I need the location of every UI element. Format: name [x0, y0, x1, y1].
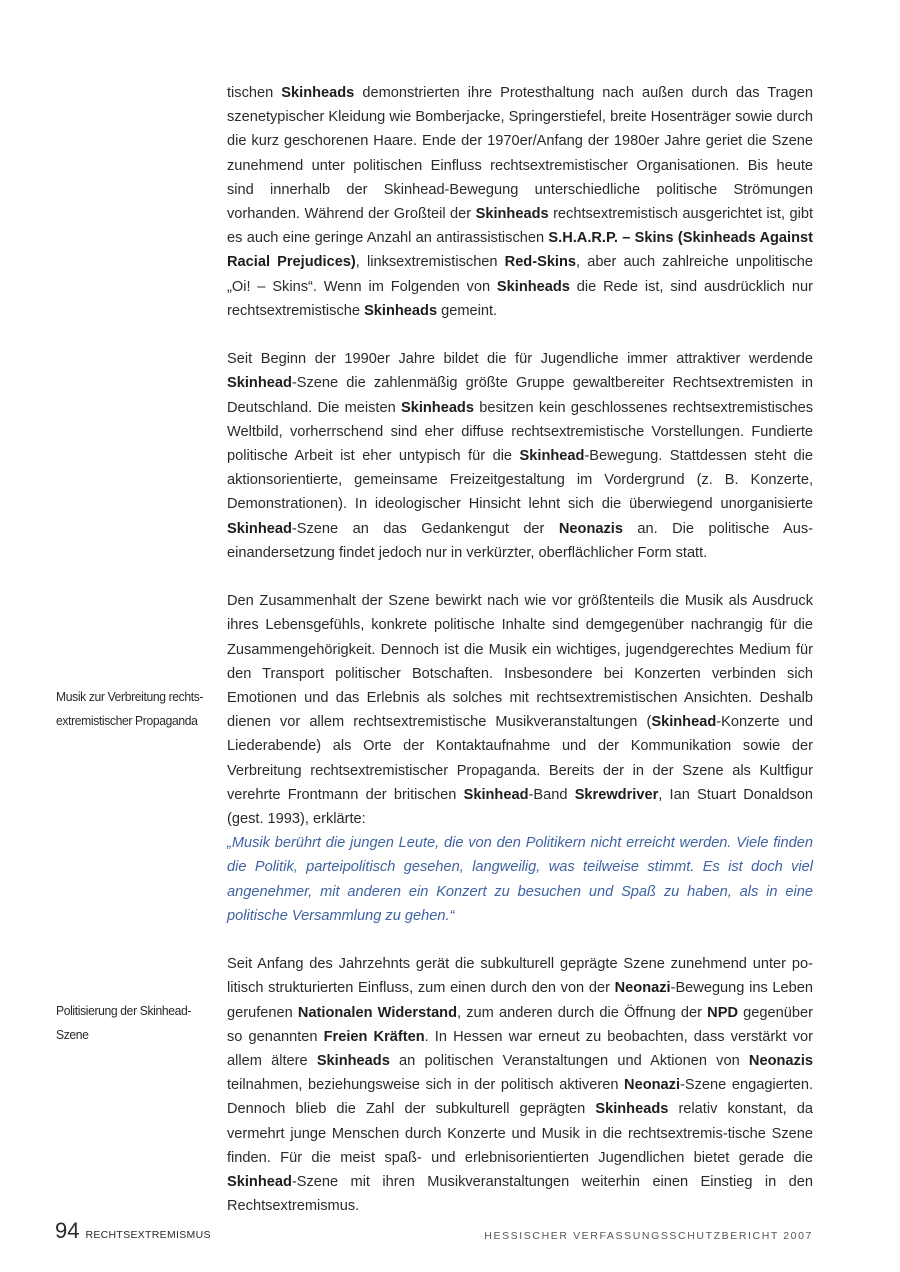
- bold-term: S.H.A.R.P. – Skins (Skinheads Against Racial Prejudices): [227, 230, 813, 271]
- footer-left: [55, 1218, 211, 1244]
- bold-term: Skinheads: [364, 302, 438, 319]
- bold-term: Skinhead: [651, 714, 717, 731]
- bold-term: Skinheads: [496, 278, 570, 295]
- bold-term: Skinhead: [227, 520, 292, 537]
- paragraph-4: Seit Anfang des Jahrzehnts gerät die subkulturell geprägte Szene zunehmend unter politisch strukturierten Einfluss, zum einen durch den von der Neonazi-Bewegung ins Leben gerufenen Nationalen Widerstand, zum anderen durch die Öffnung der NPD gegenüber so genannten Freien Kräften. In Hessen war erneut zu beobachten, dass verstärkt vor allem ältere Skinheads an politischen Veranstaltungen und Aktionen von Neonazis teilnahmen, beziehungsweise sich in der politisch aktiveren Neonazi-Szene engagierten. Dennoch blieb die Zahl der subkulturell geprägten Skinheads relativ konstant, da vermehrt junge Menschen durch Konzerte und Musik in die rechtsextremis-tische Szene finden. Für die meist spaß- und erlebnisorientierten Jugendlichen bietet gerade die Skinhead-Szene mit ihren Musikveranstaltungen weiterhin einen Einstieg in den Rechtsextremismus.: [227, 956, 814, 1215]
- bold-term: Skinhead: [227, 1174, 292, 1191]
- body-text: [227, 81, 813, 1243]
- paragraph-2: Seit Beginn der 1990er Jahre bildet die für Jugendliche immer attraktiver werdende Skinhead-Szene die zahlenmäßig größte Gruppe gewaltbereiter Rechtsextremisten in Deutschland. Die meisten Skinheads besitzen kein geschlossenes rechtsextremistisches Weltbild, vorherrschend sind eher diffuse rechtsextremistische Vorstellungen. Fundierte politische Arbeit ist eher untypisch für die Skinhead-Bewegung. Stattdessen steht die aktionsorientierte, gemeinsame Freizeitgestaltung im Vordergrund (z. B. Konzerte, Demonstrationen). In ideologischer Hinsicht lehnt sich die überwiegend unorganisierte Skinhead-Szene an das Gedankengut der Neonazis an. Die politische Auseinandersetzung findet jedoch nur in verkürzter, oberflächlicher Form statt.: [227, 351, 813, 561]
- bold-term: Skinheads: [316, 1053, 390, 1070]
- page-number: 94: [55, 1218, 80, 1243]
- bold-term: Skinhead: [227, 375, 292, 392]
- bold-term: Neonazis: [748, 1053, 813, 1070]
- bold-term: Skinheads: [475, 206, 549, 223]
- bold-term: NPD: [707, 1004, 738, 1021]
- margin-note-music-propaganda: Musik zur Verbreitung rechtsextremistischer Propaganda: [56, 689, 204, 728]
- bold-term: Skinhead: [463, 786, 529, 803]
- bold-term: Skinheads: [281, 85, 355, 101]
- bold-term: Neonazi: [614, 980, 671, 997]
- bold-term: Skinheads: [595, 1101, 669, 1118]
- paragraph-3: Den Zusammenhalt der Szene bewirkt nach wie vor größtenteils die Musik als Ausdruck ihres Lebensgefühls, konkrete politische Inhalte sind demgegenüber nachrangig für die Zusammengehörigkeit. Dennoch ist die Musik ein wichtiges, jugendgerechtes Medium für den Transport politischer Botschaften. Insbesondere bei Konzerten verbinden sich Emotionen und das Erlebnis als solches mit rechtsextremistischen Ansichten. Deshalb dienen vor allem rechtsextremistische Musikveranstaltungen (Skinhead-Konzerte und Liederabende) als Orte der Kontaktaufnahme und der Kommunikation sowie der Verbreitung rechtsextremistischer Propaganda. Bereits der in der Szene als Kultfigur verehrte Frontmann der britischen Skinhead-Band Skrewdriver, Ian Stuart Donaldson (gest. 1993), erklärte:: [227, 593, 814, 828]
- bold-term: Freien Kräften: [323, 1028, 425, 1045]
- quote-donaldson: „Musik berührt die jungen Leute, die von den Politikern nicht erreicht werden. Viele finden die Politik, parteipolitisch gesehen, langweilig, was teilweise stimmt. Es ist doch viel angenehmer, mit anderen ein Konzert zu besuchen und Spaß zu haben, als in eine politische Versammlung zu gehen.“: [227, 835, 813, 924]
- bold-term: Neonazi: [624, 1077, 680, 1094]
- paragraph-1: tischen Skinheads demonstrierten ihre Protesthaltung nach außen durch das Tragen szenetypischer Kleidung wie Bomberjacke, Springerstiefel, breite Hosenträger sowie durch die kurz geschorenen Haare. Ende der 1970er/Anfang der 1980er Jahre geriet die Szene zunehmend unter politischen Einfluss rechtsextremistischer Organisationen. Bis heute sind innerhalb der Skinhead-Bewegung unterschiedliche politische Strömungen vorhanden. Während der Großteil der Skinheads rechtsextremistisch ausgerichtet ist, gibt es auch eine geringe Anzahl an antirassistischen S.H.A.R.P. – Skins (Skinheads Against Racial Prejudices), linksextremistischen Red-Skins, aber auch zahlreiche unpolitische „Oi! – Skins“. Wenn im Folgenden von Skinheads die Rede ist, sind ausdrücklich nur rechtsextremistische Skinheads gemeint.: [227, 85, 814, 319]
- bold-term: Skinhead: [519, 448, 585, 465]
- section-title: RECHTSEXTREMISMUS: [85, 1229, 211, 1241]
- publication-title: HESSISCHER VERFASSUNGSSCHUTZBERICHT 2007: [484, 1230, 813, 1242]
- margin-note-politicization: Politisierung der Skinhead-Szene: [56, 1003, 192, 1042]
- bold-term: Red-Skins: [504, 254, 577, 271]
- bold-term: Nationalen Widerstand: [297, 1004, 458, 1021]
- bold-term: Neonazis: [558, 520, 623, 537]
- bold-term: Skinheads: [400, 399, 474, 416]
- bold-term: Skrewdriver: [574, 786, 659, 803]
